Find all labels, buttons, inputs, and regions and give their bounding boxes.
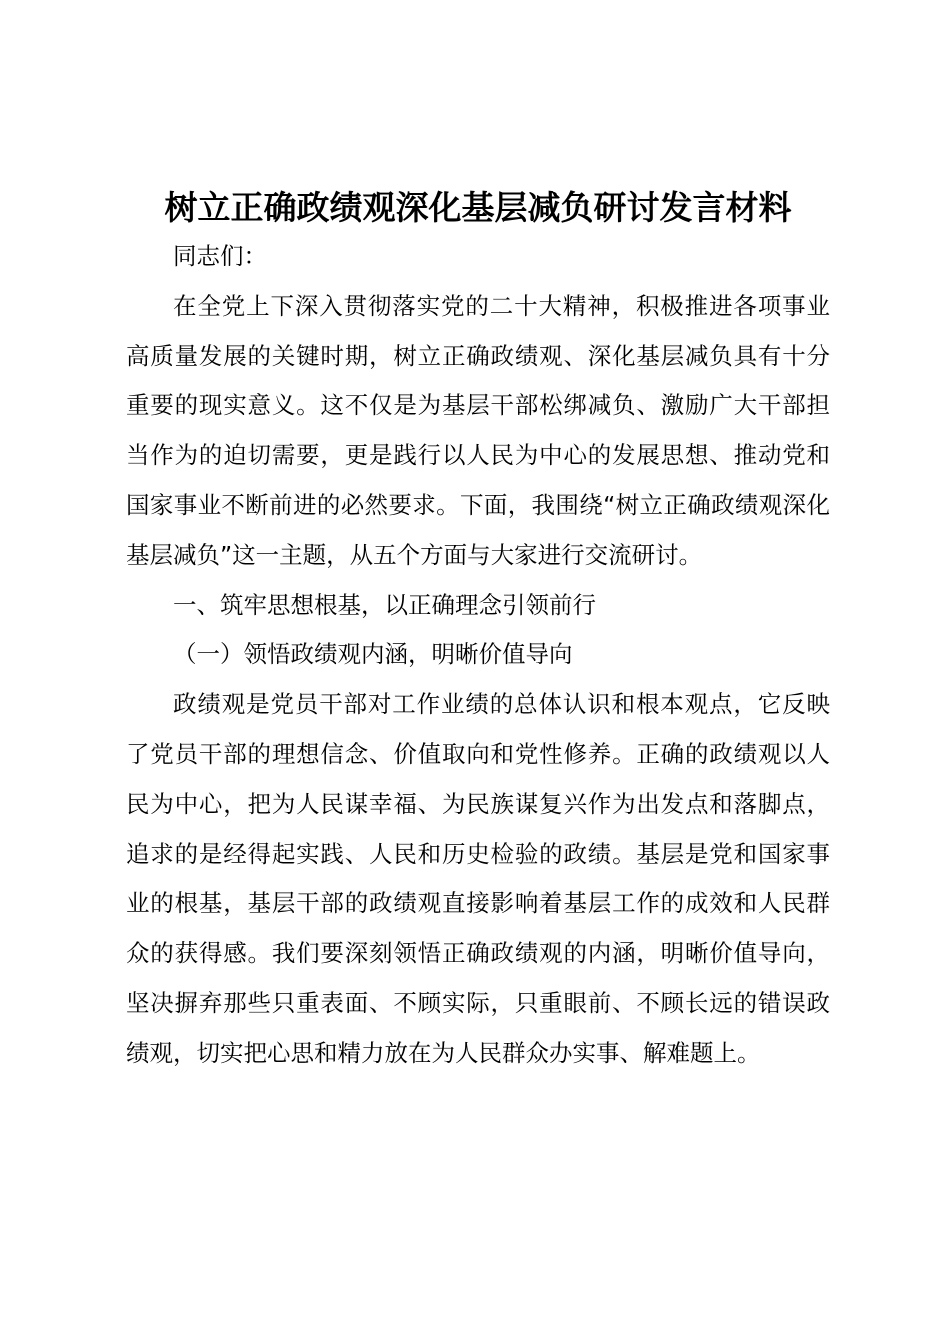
section-heading: 一、筑牢思想根基，以正确理念引领前行 xyxy=(173,590,596,619)
subsection-heading: （一）领悟政绩观内涵，明晰价值导向 xyxy=(173,640,573,669)
document-title: 树立正确政绩观深化基层减负研讨发言材料 xyxy=(164,188,792,227)
document-body xyxy=(126,232,830,1079)
salutation: 同志们： xyxy=(173,242,267,270)
intro-paragraph: 在全党上下深入贯彻落实党的二十大精神，积极推进各项事业高质量发展的关键时期，树立正确政绩观、深化基层减负具有十分重要的现实意义。这不仅是为基层干部松绑减负、激励广大干部担当作为的迫切需要，更是践行以人民为中心的发展思想、推动党和国家事业不断前进的必然要求。下面，我围绕“树立正确政绩观深化基层减负”这一主题，从五个方面与大家进行交流研讨。 xyxy=(126,291,830,569)
body-paragraph: 政绩观是党员干部对工作业绩的总体认识和根本观点，它反映了党员干部的理想信念、价值取向和党性修养。正确的政绩观以人民为中心，把为人民谋幸福、为民族谋复兴作为出发点和落脚点，追求的是经得起实践、人民和历史检验的政绩。基层是党和国家事业的根基，基层干部的政绩观直接影响着基层工作的成效和人民群众的获得感。我们要深刻领悟正确政绩观的内涵，明晰价值导向，坚决摒弃那些只重表面、不顾实际，只重眼前、不顾长远的错误政绩观，切实把心思和精力放在为人民群众办实事、解难题上。 xyxy=(126,690,830,1067)
